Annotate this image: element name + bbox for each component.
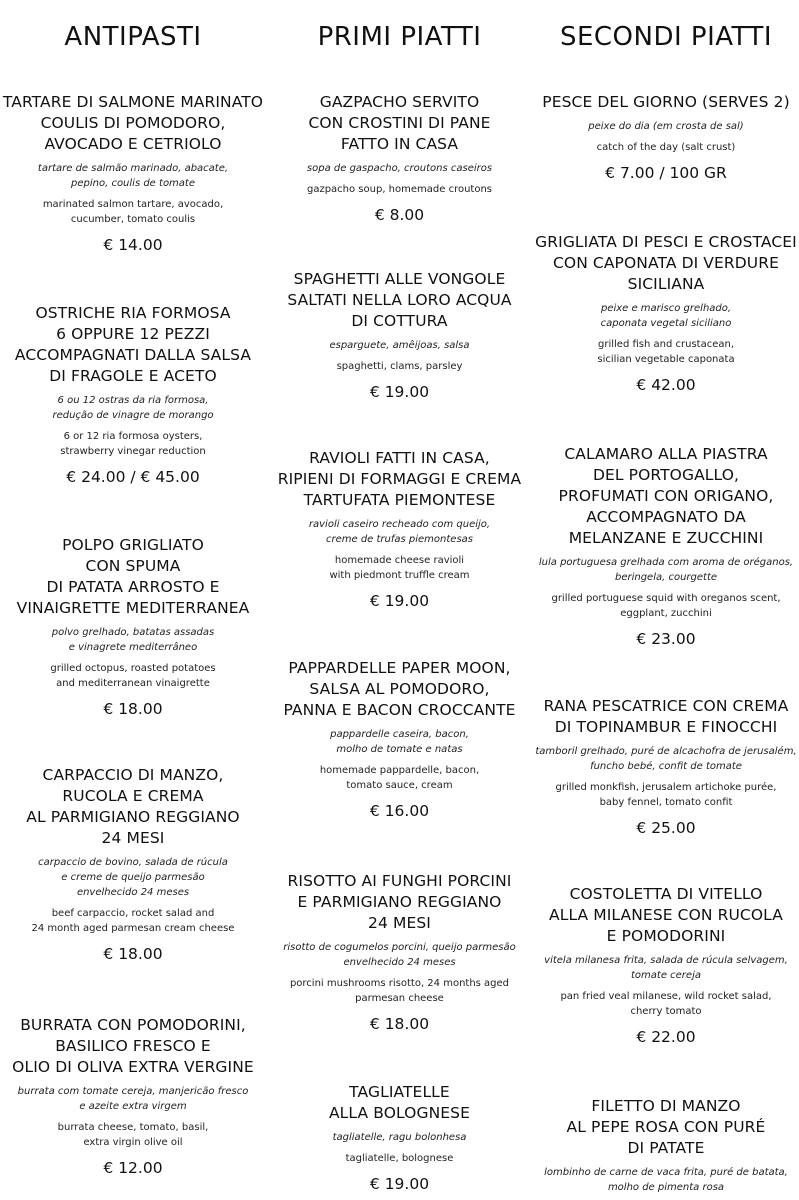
dish-description-en: homemade pappardelle, bacon, tomato sauce, cream xyxy=(319,765,480,791)
dish-description-pt: pappardelle caseira, bacon, molho de tomate e natas xyxy=(330,729,469,755)
dish-description-en: catch of the day (salt crust) xyxy=(596,142,736,153)
dish-price: € 42.00 xyxy=(636,376,696,394)
dish-price: € 18.00 xyxy=(103,700,163,718)
dish-description-pt: peixe e marisco grelhado, caponata vegetal siciliano xyxy=(600,303,732,329)
section-title: PRIMI PIATTI xyxy=(317,22,482,52)
menu-item xyxy=(267,92,533,225)
menu-item xyxy=(267,658,533,821)
menu-item xyxy=(533,884,799,1047)
menu-item xyxy=(267,871,533,1034)
column-secondi-piatti xyxy=(533,0,799,1200)
menu-item xyxy=(533,1096,799,1195)
menu-item xyxy=(267,269,533,402)
section-title: SECONDI PIATTI xyxy=(559,22,773,52)
dish-description-en: grilled fish and crustacean, sicilian vegetable caponata xyxy=(597,339,735,365)
dish-description-pt: 6 ou 12 ostras da ria formosa, redução de vinagre de morango xyxy=(52,395,214,421)
dish-price: € 18.00 xyxy=(103,945,163,963)
dish-name: PESCE DEL GIORNO (SERVES 2) xyxy=(542,93,790,111)
dish-description-en: pan fried veal milanese, wild rocket salad, cherry tomato xyxy=(560,991,772,1017)
dish-description-pt: ravioli caseiro recheado com queijo, creme de trufas piemontesas xyxy=(308,519,491,545)
dish-price: € 18.00 xyxy=(369,1015,430,1033)
dish-name: SPAGHETTI ALLE VONGOLE SALTATI NELLA LORO ACQUA DI COTTURA xyxy=(287,270,512,330)
dish-name: TAGLIATELLE ALLA BOLOGNESE xyxy=(328,1083,471,1122)
dish-price: € 25.00 xyxy=(636,819,696,837)
dish-description-pt: sopa de gaspacho, croutons caseiros xyxy=(306,163,493,174)
dish-name: POLPO GRIGLIATO CON SPUMA DI PATATA ARROSTO E VINAIGRETTE MEDITERRANEA xyxy=(16,536,250,617)
menu-item xyxy=(0,92,266,255)
dish-description-en: tagliatelle, bolognese xyxy=(345,1153,454,1164)
menu-item xyxy=(0,535,266,719)
dish-description-en: grilled octopus, roasted potatoes and mediterranean vinaigrette xyxy=(50,663,216,689)
dish-name: GRIGLIATA DI PESCI E CROSTACEI CON CAPONATA DI VERDURE SICILIANA xyxy=(535,233,797,293)
dish-price: € 24.00 / € 45.00 xyxy=(66,468,200,486)
dish-description-en: grilled monkfish, jerusalem artichoke purée, baby fennel, tomato confit xyxy=(555,782,777,808)
dish-name: TARTARE DI SALMONE MARINATO COULIS DI POMODORO, AVOCADO E CETRIOLO xyxy=(2,93,264,153)
dish-description-en: homemade cheese ravioli with piedmont truffle cream xyxy=(329,555,470,581)
dish-description-en: spaghetti, clams, parsley xyxy=(336,361,463,372)
dish-description-en: marinated salmon tartare, avocado, cucumber, tomato coulis xyxy=(42,199,224,225)
menu-item xyxy=(533,696,799,838)
menu-item xyxy=(533,444,799,649)
dish-name: GAZPACHO SERVITO CON CROSTINI DI PANE FATTO IN CASA xyxy=(308,93,491,153)
menu-item xyxy=(267,1082,533,1194)
dish-description-pt: vitela milanesa frita, salada de rúcula selvagem, tomate cereja xyxy=(544,955,788,981)
dish-name: RISOTTO AI FUNGHI PORCINI E PARMIGIANO REGGIANO 24 MESI xyxy=(287,872,512,932)
dish-description-en: gazpacho soup, homemade croutons xyxy=(306,184,493,195)
menu-item xyxy=(0,765,266,964)
menu-item xyxy=(533,232,799,395)
dish-name: BURRATA CON POMODORINI, BASILICO FRESCO E OLIO DI OLIVA EXTRA VERGINE xyxy=(12,1016,254,1076)
menu-item xyxy=(267,448,533,611)
dish-description-en: 6 or 12 ria formosa oysters, strawberry vinegar reduction xyxy=(60,431,206,457)
dish-name: COSTOLETTA DI VITELLO ALLA MILANESE CON RUCOLA E POMODORINI xyxy=(549,885,783,945)
dish-name: RAVIOLI FATTI IN CASA, RIPIENI DI FORMAGGI E CREMA TARTUFATA PIEMONTESE xyxy=(277,449,522,509)
dish-name: FILETTO DI MANZO AL PEPE ROSA CON PURÉ DI PATATE xyxy=(566,1097,766,1157)
dish-name: OSTRICHE RIA FORMOSA 6 OPPURE 12 PEZZI ACCOMPAGNATI DALLA SALSA DI FRAGOLE E ACETO xyxy=(14,304,252,385)
dish-description-en: porcini mushrooms risotto, 24 months aged parmesan cheese xyxy=(289,978,510,1004)
column-primi-piatti xyxy=(267,0,533,1200)
menu-item xyxy=(533,92,799,183)
menu-item xyxy=(0,1015,266,1178)
dish-description-pt: tagliatelle, ragu bolonhesa xyxy=(332,1132,467,1143)
dish-price: € 22.00 xyxy=(636,1028,696,1046)
dish-price: € 23.00 xyxy=(636,630,696,648)
dish-description-en: beef carpaccio, rocket salad and 24 month aged parmesan cream cheese xyxy=(31,908,235,934)
dish-price: € 7.00 / 100 GR xyxy=(605,164,727,182)
dish-description-pt: carpaccio de bovino, salada de rúcula e creme de queijo parmesão envelhecido 24 meses xyxy=(38,857,228,898)
dish-description-pt: esparguete, amêijoas, salsa xyxy=(329,340,470,351)
dish-price: € 19.00 xyxy=(369,592,430,610)
dish-name: CARPACCIO DI MANZO, RUCOLA E CREMA AL PARMIGIANO REGGIANO 24 MESI xyxy=(26,766,240,847)
dish-name: CALAMARO ALLA PIASTRA DEL PORTOGALLO, PROFUMATI CON ORIGANO, ACCOMPAGNATO DA MELANZANE E ZUCCHINI xyxy=(558,445,774,547)
dish-description-pt: burrata com tomate cereja, manjericão fresco e azeite extra virgem xyxy=(17,1086,249,1112)
dish-description-pt: risotto de cogumelos porcini, queijo parmesão envelhecido 24 meses xyxy=(283,942,516,968)
dish-price: € 8.00 xyxy=(374,206,425,224)
menu-item xyxy=(0,303,266,487)
dish-price: € 14.00 xyxy=(103,236,163,254)
dish-price: € 16.00 xyxy=(369,802,430,820)
dish-price: € 19.00 xyxy=(369,383,430,401)
dish-name: PAPPARDELLE PAPER MOON, SALSA AL POMODORO, PANNA E BACON CROCCANTE xyxy=(283,659,516,719)
dish-price: € 12.00 xyxy=(103,1159,163,1177)
dish-description-pt: tamboril grelhado, puré de alcachofra de jerusalém, funcho bebé, confit de tomate xyxy=(535,746,797,772)
dish-description-pt: lula portuguesa grelhada com aroma de oréganos, beringela, courgette xyxy=(538,557,794,583)
dish-description-pt: polvo grelhado, batatas assadas e vinagrete mediterrâneo xyxy=(51,627,215,653)
dish-description-en: burrata cheese, tomato, basil, extra virgin olive oil xyxy=(57,1122,209,1148)
dish-description-pt: peixe do dia (em crosta de sal) xyxy=(588,121,744,132)
dish-description-en: grilled portuguese squid with oreganos scent, eggplant, zucchini xyxy=(551,593,781,619)
dish-name: RANA PESCATRICE CON CREMA DI TOPINAMBUR E FINOCCHI xyxy=(543,697,789,736)
section-title: ANTIPASTI xyxy=(64,22,202,52)
column-antipasti xyxy=(0,0,266,1200)
dish-price: € 19.00 xyxy=(369,1175,430,1193)
dish-description-pt: tartare de salmão marinado, abacate, pepino, coulis de tomate xyxy=(37,163,229,189)
dish-description-pt: lombinho de carne de vaca frita, puré de batata, molho de pimenta rosa xyxy=(544,1167,788,1193)
